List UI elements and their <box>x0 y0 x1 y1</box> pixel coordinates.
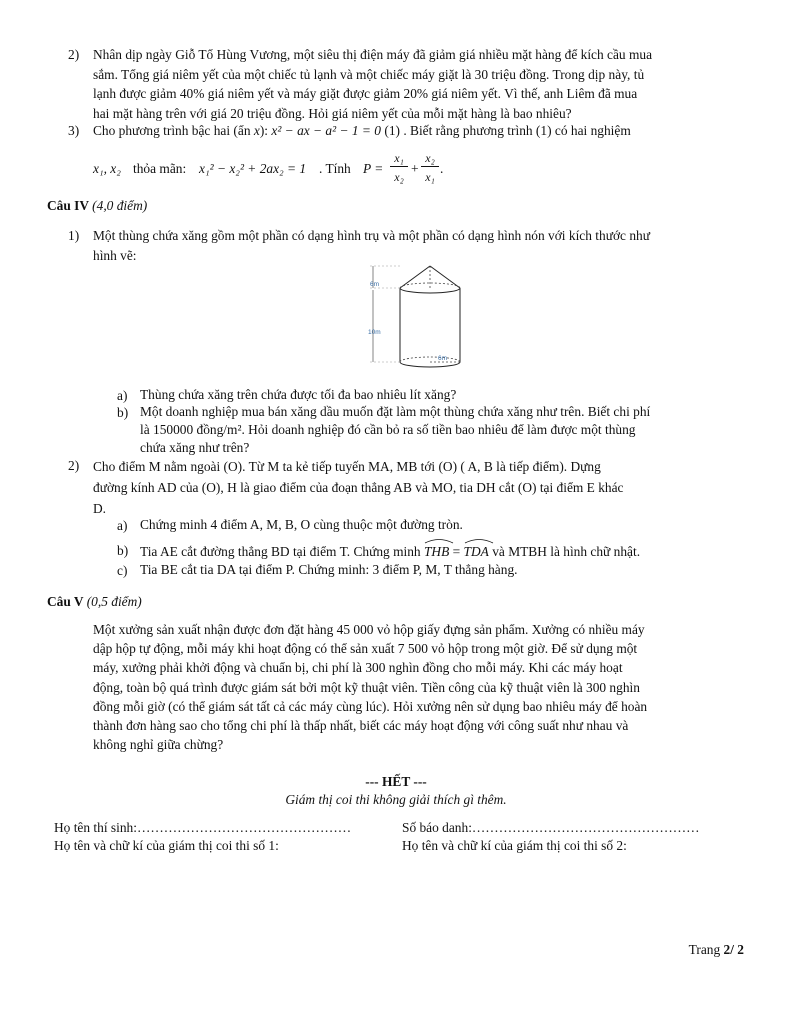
item-number: 1) <box>68 228 80 243</box>
page-number <box>689 942 744 958</box>
text-line: hình vẽ: <box>93 247 137 263</box>
item-label: a) <box>117 388 128 403</box>
text-line: đường kính AD của (O), H là giao điểm của đoạn thẳng AB và MO, tia DH cắt (O) tại điểm E khác <box>93 480 624 495</box>
subquestion-text: Chứng minh 4 điểm A, M, B, O cùng thuộc một đường tròn. <box>140 517 463 532</box>
page-label: Trang <box>688 942 721 957</box>
item-label: a) <box>117 518 128 533</box>
subquestion-text <box>140 403 750 457</box>
base-radius-label: 6m <box>438 355 448 362</box>
condition: x₁² − x₂² + 2ax₂ = 1 <box>199 161 307 176</box>
item-label: c) <box>117 563 128 578</box>
text-line: Một thùng chứa xăng gồm một phần có dạng hình trụ và một phần có dạng hình nón với kích thước như <box>93 228 650 243</box>
proctor-note: Giám thị coi thi không giải thích gì thêm. <box>285 792 507 807</box>
problem-text <box>93 150 753 186</box>
page-current: 2/ 2 <box>723 942 744 957</box>
text-line: Nhân dịp ngày Giỗ Tổ Hùng Vương, một siêu thị điện máy đã giảm giá nhiều mặt hàng để kích cầu mua <box>93 47 653 62</box>
angle-tda <box>464 541 489 561</box>
text-line: thành đơn hàng sao cho tổng chi phí là thấp nhất, biết các máy hoạt động với công suất như nhau và <box>93 718 629 734</box>
problem-text <box>93 456 753 519</box>
cone-edge-right <box>430 266 460 288</box>
text-line: không nghỉ giữa chừng? <box>93 737 224 753</box>
proctor2-signature-field: Họ tên và chữ kí của giám thị coi thi số 2: <box>402 838 627 853</box>
section-heading <box>47 594 142 610</box>
text-line: đồng mỗi giờ (có thể giám sát tất cả các máy cùng lúc). Hỏi xưởng nên sử dụng bao nhiêu máy để hoàn <box>93 698 648 714</box>
bottom-ellipse-back <box>400 357 460 362</box>
angle-thb <box>424 541 449 561</box>
text-fragment: Cho phương trình bậc hai (ẩn <box>93 123 251 138</box>
equation: x² − ax − a² − 1 = 0 <box>271 123 381 138</box>
candidate-name-field: Họ tên thí sinh:………………………………………… <box>54 820 352 835</box>
problem-text <box>93 620 753 754</box>
top-ellipse-front <box>400 288 460 293</box>
math-var: x <box>253 123 260 138</box>
text-line: chứa xăng như trên? <box>140 440 250 455</box>
bottom-ellipse-front <box>400 362 460 367</box>
text-fragment: (1) . Biết rằng phương trình (1) có hai nghiệm <box>384 123 631 138</box>
text-line: D. <box>93 501 107 516</box>
section-heading <box>47 198 147 214</box>
text-line: Cho điểm M nằm ngoài (O). Từ M ta kẻ tiếp tuyến MA, MB tới (O) ( A, B là tiếp điểm). Dựng <box>93 459 601 474</box>
roots: x₁, x₂ <box>93 161 121 176</box>
text-line: Một xưởng sản xuất nhận được đơn đặt hàng 45 000 vỏ hộp giấy đựng sản phẩm. Xưởng có nhiều máy <box>93 622 645 637</box>
problem-text <box>93 121 753 141</box>
subquestion-text <box>140 541 750 561</box>
tank-figure <box>360 264 472 376</box>
problem-text <box>93 45 753 123</box>
text-fragment: . <box>440 161 444 176</box>
fraction-numerator: x₁ <box>390 150 408 167</box>
item-label: b) <box>117 543 129 558</box>
proctor1-signature-field: Họ tên và chữ kí của giám thị coi thi số 1: <box>54 838 279 853</box>
text-line: máy, xưởng phải khởi động và chuẩn bị, chi phí là 300 nghìn đồng cho mỗi máy. Khi các máy hoạt <box>93 660 623 676</box>
p-equals: P = <box>363 161 384 176</box>
text-line: là 150000 đồng/m². Hỏi doanh nghiệp đó cần bỏ ra số tiền bao nhiêu để làm được một thùng <box>140 422 636 437</box>
text-line: hai mặt hàng trên với giá 20 triệu đồng. Hỏi giá niêm yết của mỗi mặt hàng là bao nhiêu? <box>93 105 572 121</box>
text-fragment: . Tính <box>319 161 351 176</box>
item-number: 2) <box>68 458 80 473</box>
angle-label: TDA <box>463 544 489 559</box>
problem-text <box>93 226 753 265</box>
item-number: 3) <box>68 123 80 138</box>
subquestion-text: Tia BE cắt tia DA tại điểm P. Chứng minh: 3 điểm P, M, T thẳng hàng. <box>140 562 518 577</box>
angle-label: THB <box>423 544 450 559</box>
cone-edge-left <box>400 266 430 288</box>
cone-height-label: 6m <box>370 281 380 288</box>
text-line: động, toàn bộ quá trình được giám sát bởi một kỹ thuật viên. Tiền công của kỹ thuật viên là 300 nghìn <box>93 679 640 695</box>
fraction-denominator: x₁ <box>425 170 435 184</box>
text-fragment: ): <box>259 123 269 138</box>
text-line: sắm. Tổng giá niêm yết của một chiếc tủ lạnh và một chiếc máy giặt là 30 triệu đồng. Trong dịp này, tủ <box>93 66 645 82</box>
item-label: b) <box>117 405 129 420</box>
item-number: 2) <box>68 47 80 62</box>
fraction-denominator: x₂ <box>394 170 404 184</box>
section-title: Câu IV <box>47 198 89 213</box>
text-line: Một doanh nghiệp mua bán xăng dầu muốn đặt làm một thùng chứa xăng như trên. Biết chi phí <box>140 404 651 419</box>
candidate-number-field: Số báo danh:…………………………………………… <box>402 820 700 835</box>
section-title: Câu V <box>47 594 84 609</box>
subquestion-text: Thùng chứa xăng trên chứa được tối đa bao nhiêu lít xăng? <box>140 387 457 402</box>
equals-sign: = <box>452 544 461 559</box>
text-fragment: Tia AE cắt đường thẳng BD tại điểm T. Chứng minh <box>140 544 421 559</box>
plus-sign: + <box>411 161 419 176</box>
cylinder-height-label: 10m <box>368 329 381 336</box>
section-points: (0,5 điểm) <box>86 594 142 609</box>
end-marker: --- HẾT --- <box>365 774 427 789</box>
text-fragment: thỏa mãn: <box>133 161 187 176</box>
fraction-numerator: x₂ <box>421 150 439 167</box>
text-fragment: và MTBH là hình chữ nhật. <box>492 544 641 559</box>
text-line: dập hộp tự động, mỗi máy khi hoạt động có thể sản xuất 7 500 vỏ hộp trong một giờ. Để sử dụng một <box>93 641 638 657</box>
text-line: lạnh được giảm 40% giá niêm yết và máy giặt được giảm 20% giá niêm yết. Vì thế, anh Liêm đã mua <box>93 86 638 101</box>
section-points: (4,0 điểm) <box>92 198 148 213</box>
